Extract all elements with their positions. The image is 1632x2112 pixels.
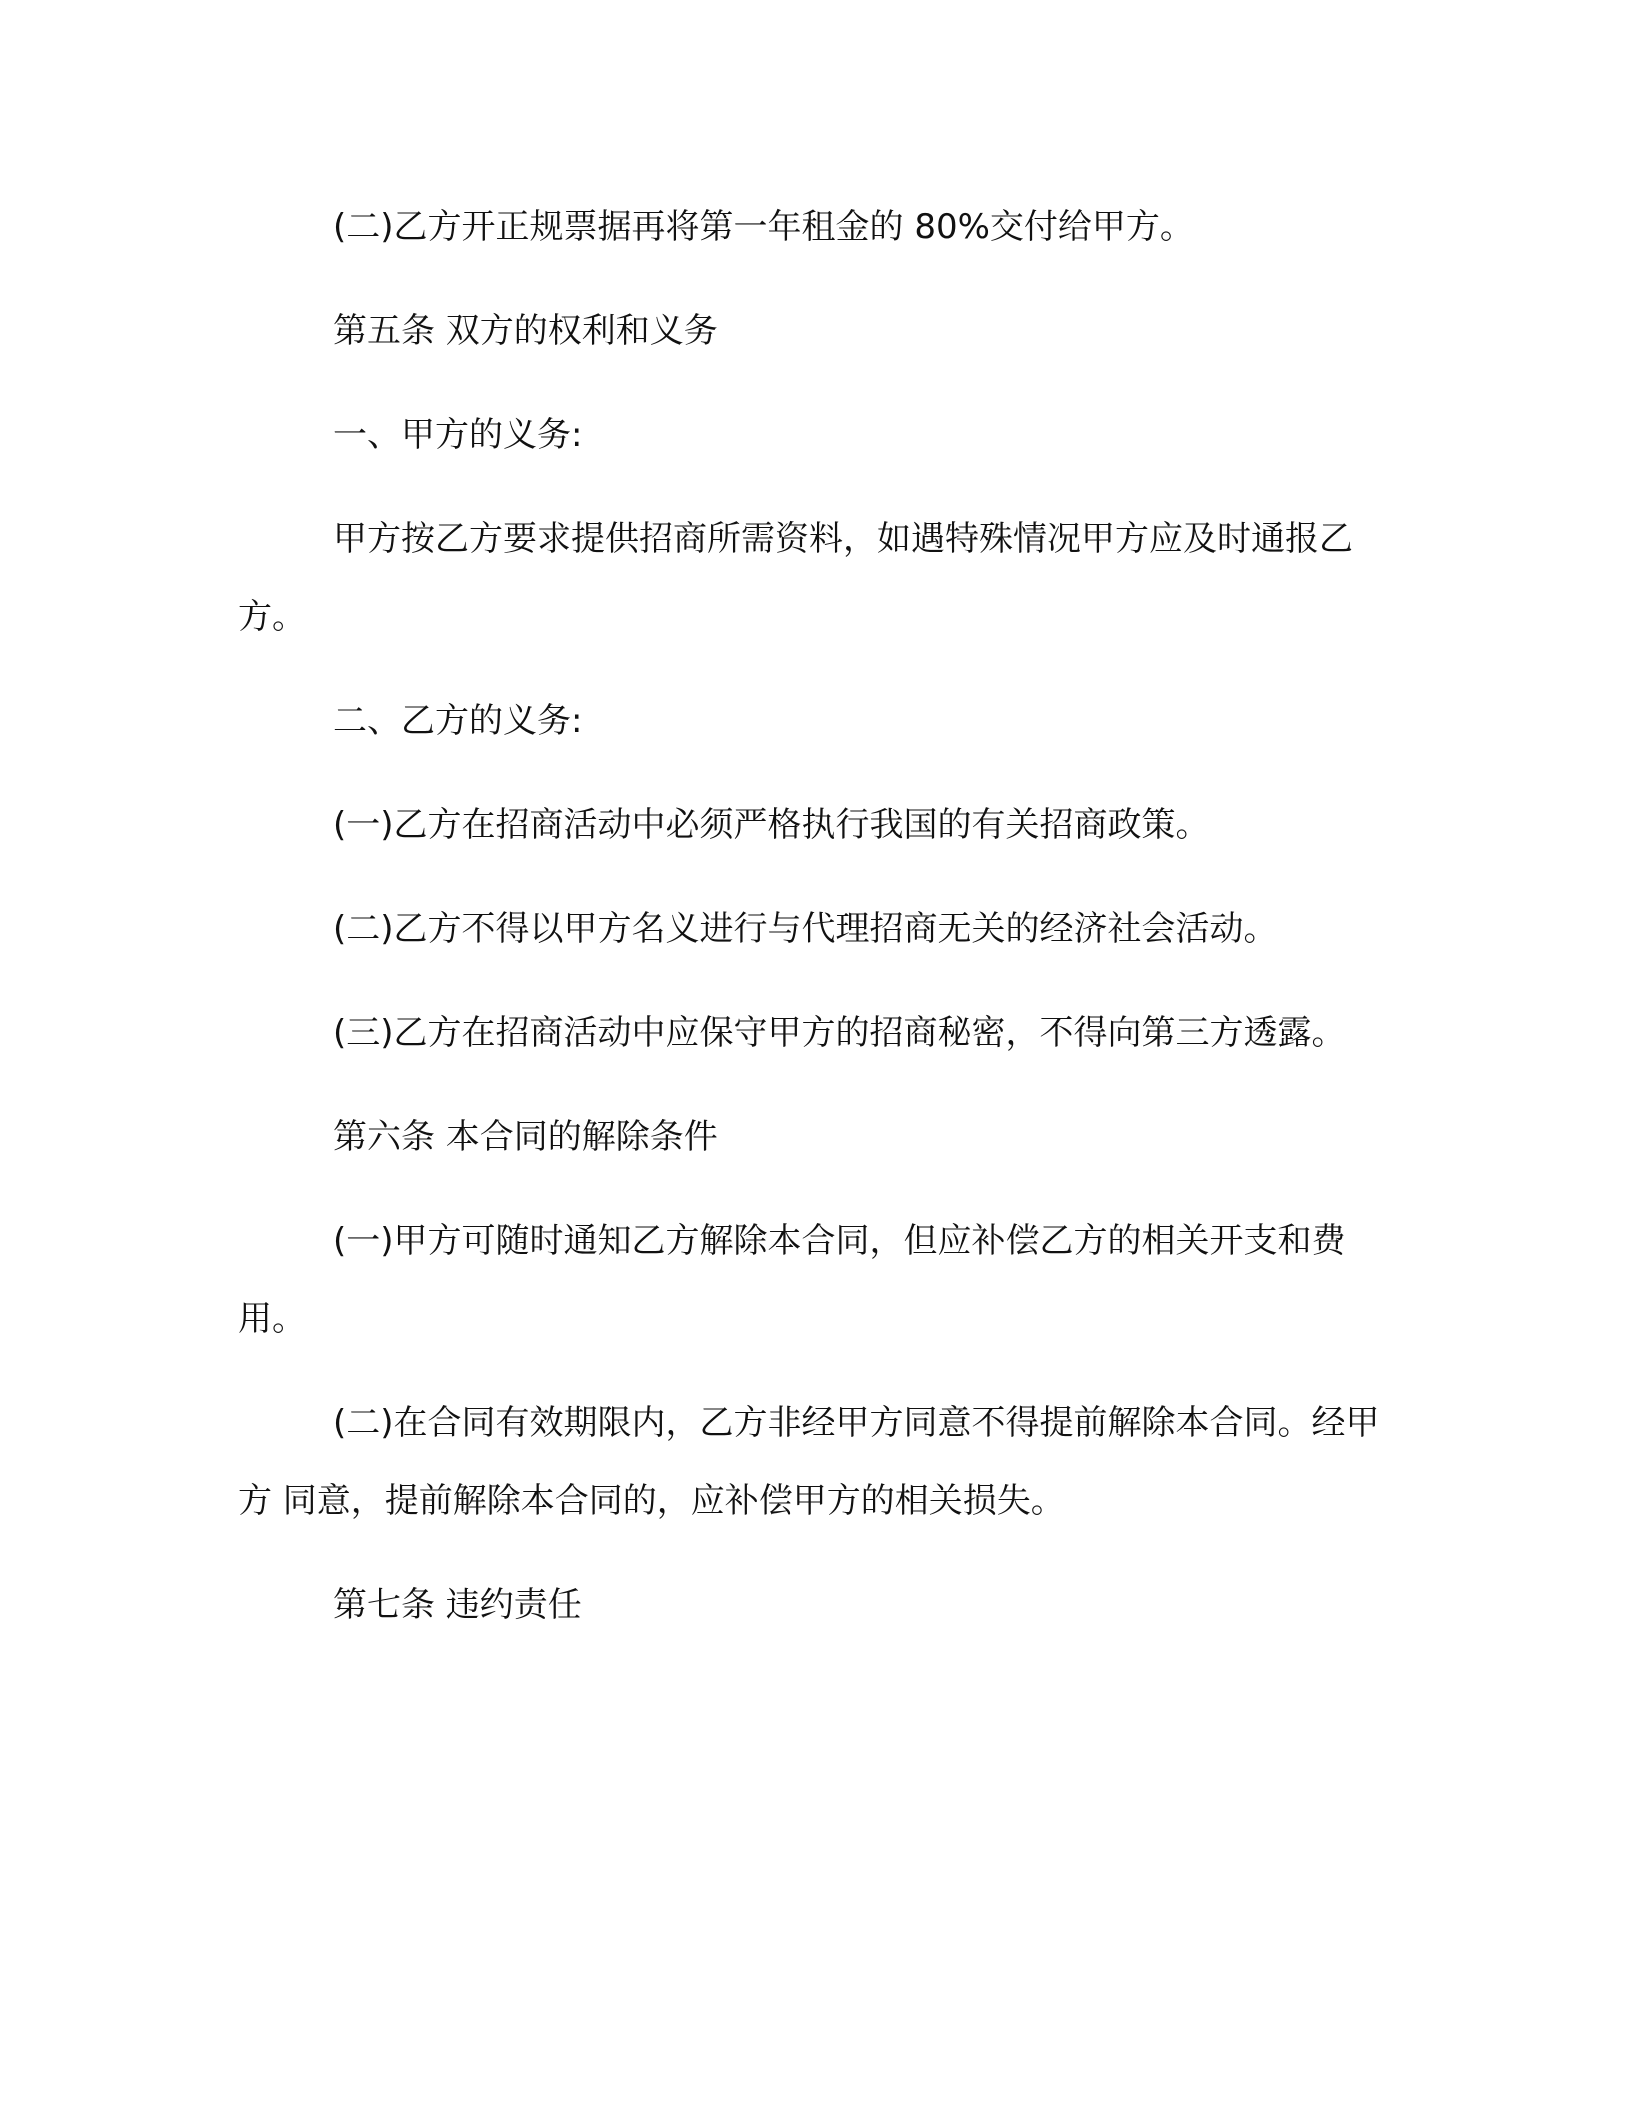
- paragraph-party-b-obligation-3: (三)乙方在招商活动中应保守甲方的招商秘密，不得向第三方透露。: [333, 1013, 1346, 1053]
- paragraph-party-b-obligation-1: (一)乙方在招商活动中必须严格执行我国的有关招商政策。: [333, 805, 1210, 845]
- paragraph-termination-2: (二)在合同有效期限内，乙方非经甲方同意不得提前解除本合同。经甲方 同意，提前解除本合同的，应补偿甲方的相关损失。: [238, 1403, 1380, 1521]
- heading-article-7: 第七条 违约责任: [333, 1585, 582, 1625]
- heading-party-a-obligations: 一、甲方的义务:: [333, 415, 583, 455]
- paragraph-party-a-obligation: 甲方按乙方要求提供招商所需资料，如遇特殊情况甲方应及时通报乙方。: [238, 519, 1353, 637]
- document-body: [238, 188, 1398, 1670]
- paragraph-party-b-obligation-2: (二)乙方不得以甲方名义进行与代理招商无关的经济社会活动。: [333, 909, 1278, 949]
- heading-party-b-obligations: 二、乙方的义务:: [333, 701, 583, 741]
- heading-article-5: 第五条 双方的权利和义务: [333, 311, 718, 351]
- paragraph-payment-clause: (二)乙方开正规票据再将第一年租金的 80%交付给甲方。: [333, 207, 1194, 247]
- paragraph-termination-1: (一)甲方可随时通知乙方解除本合同，但应补偿乙方的相关开支和费用。: [238, 1221, 1346, 1339]
- heading-article-6: 第六条 本合同的解除条件: [333, 1117, 718, 1157]
